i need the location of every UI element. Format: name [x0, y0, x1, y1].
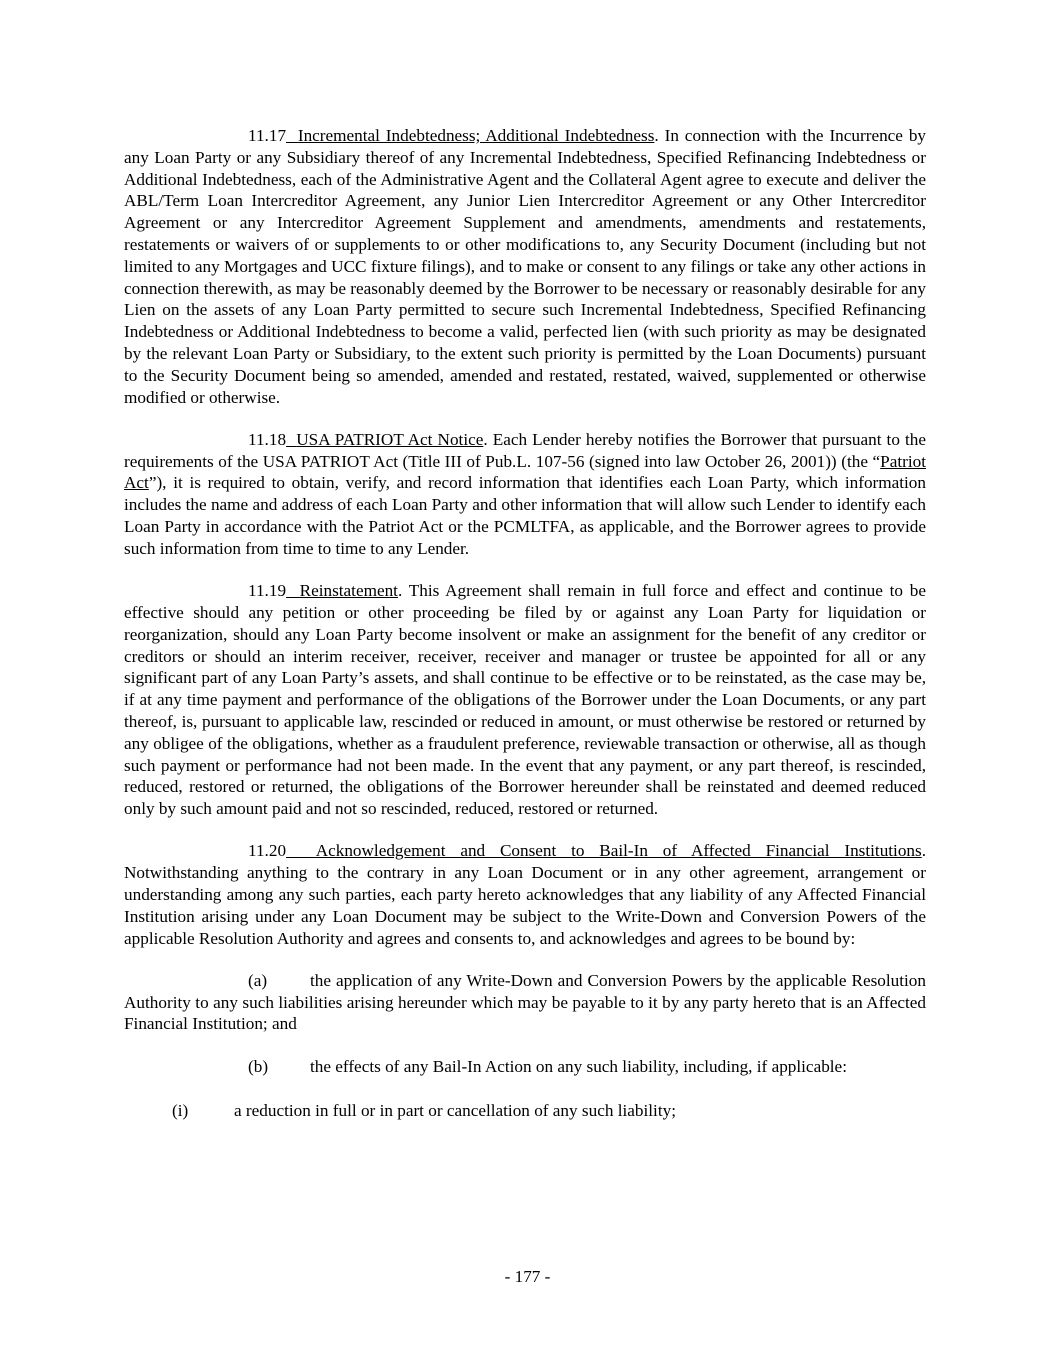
clause-b	[124, 1056, 926, 1078]
clause-text: the effects of any Bail-In Action on any such liability, including, if applicable:	[310, 1056, 847, 1076]
section-body: . Each Lender hereby notifies the Borrower that pursuant to the requirements of the USA PATRIOT Act (Title III of Pub.L. 107-56 (signed into law October 26, 2001)) (the “	[124, 429, 927, 471]
page-number: - 177 -	[504, 1267, 551, 1286]
section-heading: Acknowledgement and Consent to Bail-In of Affected Financial Institutions	[315, 841, 922, 861]
section-heading: USA PATRIOT Act Notice	[296, 429, 484, 449]
section-11-17	[124, 125, 926, 408]
section-body: . In connection with the Incurrence by any Loan Party or any Subsidiary thereof of any Incremental Indebtedness, Specified Refinancing Indebtedness or Additional Indebtedness, each of the Administrative Agent and the Collateral Agent agree to execute and deliver the ABL/Term Loan Intercreditor Agreement, any Junior Lien Intercreditor Agreement or any Other Intercreditor Agreement or any Intercreditor Agreement Supplement and amendments, amendments and restatements, restatements or waivers of or supplements to or other modifications to, any Security Document (including but not limited to any Mortgages and UCC fixture filings), and to make or consent to any filings or take any other actions in connection therewith, as may be reasonably deemed by the Borrower to be necessary or reasonably desirable for any Lien on the assets of any Loan Party permitted to secure such Incremental Indebtedness, Specified Refinancing Indebtedness or Additional Indebtedness to become a valid, perfected lien (with such priority as may be designated by the relevant Loan Party or Subsidiary, to the extent such priority is permitted by the Loan Documents) pursuant to the Security Document being so amended, amended and restated, restated, waived, supplemented or otherwise modified or otherwise.	[124, 126, 927, 407]
section-11-20	[124, 840, 926, 949]
clause-label: (a)	[248, 970, 268, 990]
section-number: 11.20	[248, 841, 287, 861]
clause-i	[124, 1100, 926, 1122]
section-number: 11.17	[248, 126, 287, 145]
defined-term: Patriot Act	[124, 451, 926, 493]
clause-label: (i)	[172, 1100, 189, 1120]
document-page	[124, 125, 926, 1142]
section-11-18	[124, 429, 926, 560]
section-heading: Reinstatement	[299, 581, 398, 601]
section-heading: Incremental Indebtedness; Additional Indebtedness	[297, 126, 655, 145]
section-body-continued: ”), it is required to obtain, verify, and record information that identifies each Loan Party, which information includes the name and address of each Loan Party and other information that will allow such Lender to identify each Loan Party in accordance with the Patriot Act or the PCMLTFA, as applicable, and the Borrower agrees to provide such information from time to time to any Lender.	[124, 473, 926, 558]
clause-text: a reduction in full or in part or cancellation of any such liability;	[234, 1100, 676, 1120]
section-body: . Notwithstanding anything to the contrary in any Loan Document or in any other agreement, arrangement or understanding among any such parties, each party hereto acknowledges that any liability of any Affected Financial Institution arising under any Loan Document may be subject to the Write-Down and Conversion Powers of the applicable Resolution Authority and agrees and consents to, and acknowledges and agrees to be bound by:	[124, 841, 927, 948]
section-body: . This Agreement shall remain in full force and effect and continue to be effective should any petition or other proceeding be filed by or against any Loan Party for liquidation or reorganization, should any Loan Party become insolvent or make an assignment for the benefit of any creditor or creditors or should an interim receiver, receiver, receiver and manager or trustee be appointed for all or any significant part of any Loan Party’s assets, and shall continue to be effective or to be reinstated, as the case may be, if at any time payment and performance of the obligations of the Borrower under the Loan Documents, or any part thereof, is, pursuant to applicable law, rescinded or reduced in amount, or must otherwise be restored or returned by any obligee of the obligations, whether as a fraudulent preference, reviewable transaction or otherwise, all as though such payment or performance had not been made. In the event that any payment, or any part thereof, is rescinded, reduced, restored or returned, the obligations of the Borrower hereunder shall be reinstated and deemed reduced only by such amount paid and not so rescinded, reduced, restored or returned.	[124, 581, 927, 819]
section-number: 11.19	[248, 581, 287, 601]
clause-text: the application of any Write-Down and Conversion Powers by the applicable Resolution Authority to any such liabilities arising hereunder which may be payable to it by any party hereto that is an Affected Financial Institution; and	[124, 970, 926, 1034]
section-number: 11.18	[248, 429, 287, 449]
clause-a	[124, 970, 926, 1035]
section-11-19	[124, 580, 926, 820]
clause-label: (b)	[248, 1056, 269, 1076]
